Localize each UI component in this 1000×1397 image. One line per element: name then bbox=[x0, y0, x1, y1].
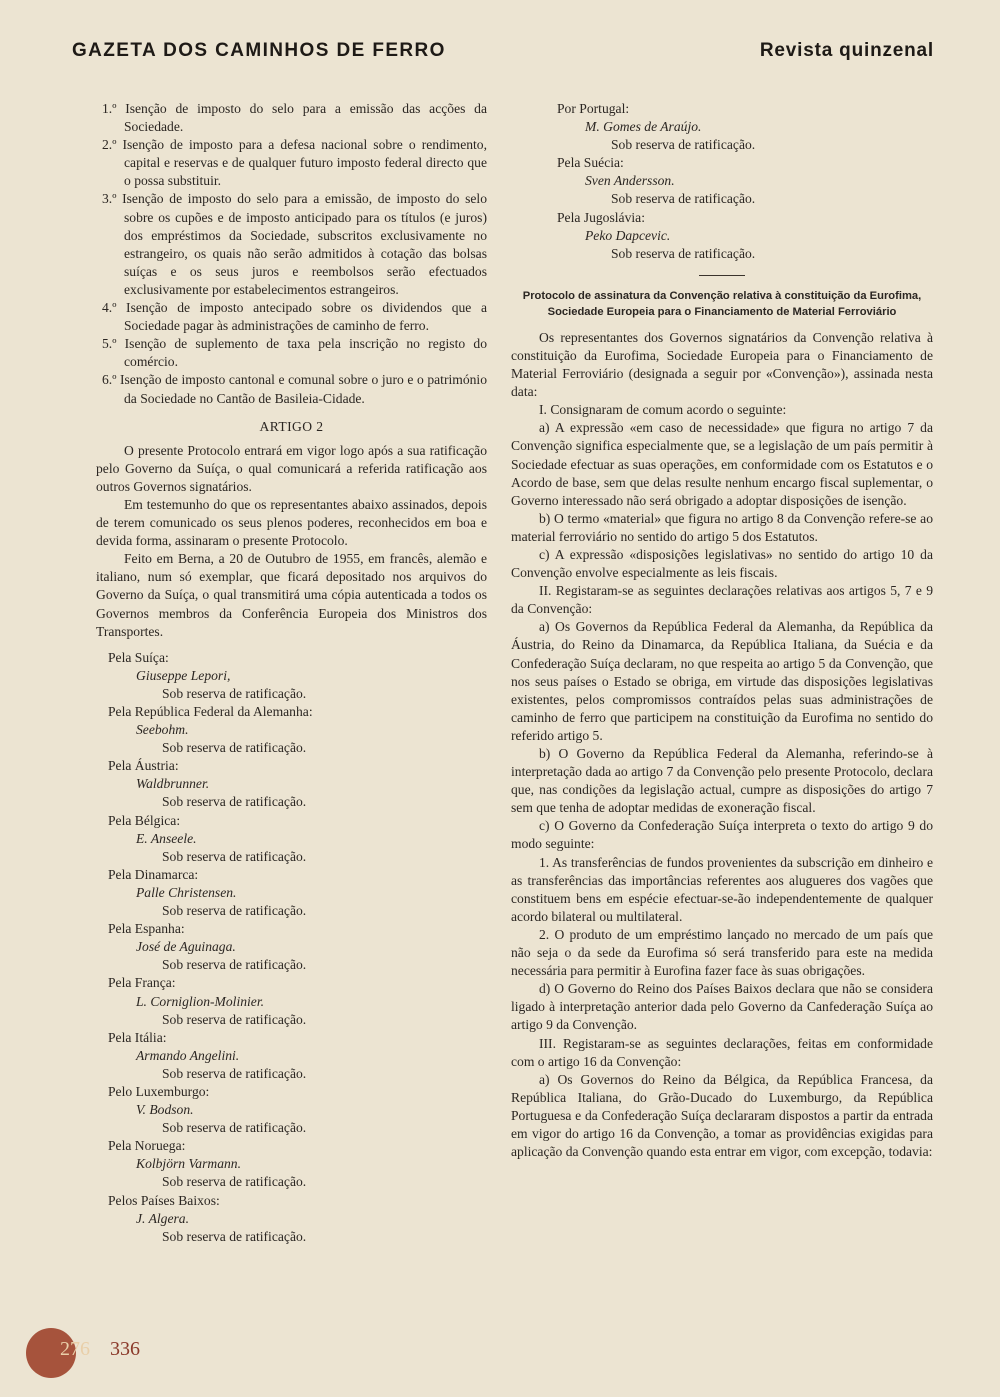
signature-country: Pela Espanha: bbox=[108, 921, 185, 937]
protocol-title: Protocolo de assinatura da Convenção relativa à constituição da Eurofima, Sociedade Europeia para o Financiamento de Material Ferroviário bbox=[522, 289, 922, 319]
paragraph: 2. O produto de um empréstimo lançado no mercado de um país que não seja o da sede da Eurofima só será transferido para este na medida necessária para permitir à Eurofina fazer face às suas obrigações. bbox=[511, 926, 933, 979]
signature-country: Pela Suíça: bbox=[108, 649, 169, 665]
signature-name: M. Gomes de Araújo. bbox=[585, 119, 702, 135]
signature-note: Sob reserva de ratificação. bbox=[611, 137, 756, 153]
signature-block bbox=[96, 920, 487, 974]
paragraph: Em testemunho do que os representantes abaixo assinados, depois de terem comunicado os seus plenos poderes, reconhecidos em boa e devida forma, assinaram o presente Protocolo. bbox=[96, 496, 487, 549]
signature-country: Pelo Luxemburgo: bbox=[108, 1083, 210, 1099]
signature-block bbox=[96, 1083, 487, 1137]
signature-note: Sob reserva de ratificação. bbox=[162, 740, 307, 756]
signature-block bbox=[96, 1137, 487, 1191]
signature-name: Kolbjörn Varmann. bbox=[136, 1156, 241, 1172]
page-number-new: 336 bbox=[110, 1338, 140, 1360]
list-item: 4.º Isenção de imposto antecipado sobre os dividendos que a Sociedade pagar às administrações de caminho de ferro. bbox=[102, 300, 487, 334]
signature-block bbox=[511, 209, 933, 263]
list-item: 2.º Isenção de imposto para a defesa nacional sobre o rendimento, capital e reservas e de qualquer futuro imposto federal directo que o possa substituir. bbox=[102, 137, 487, 189]
paragraph: c) O Governo da Confederação Suíça interpreta o texto do artigo 9 do modo seguinte: bbox=[511, 818, 933, 852]
signature-note: Sob reserva de ratificação. bbox=[162, 903, 307, 919]
signature-name: Waldbrunner. bbox=[136, 776, 210, 792]
signature-country: Pela Dinamarca: bbox=[108, 866, 199, 882]
list-item: 6.º Isenção de imposto cantonal e comunal sobre o juro e o património da Sociedade no Cantão de Basileia-Cidade. bbox=[102, 372, 487, 406]
signature-block bbox=[511, 154, 933, 208]
signature-country: Pela Áustria: bbox=[108, 758, 179, 774]
paragraph: Feito em Berna, a 20 de Outubro de 1955, em francês, alemão e italiano, num só exemplar, que ficará depositado nos arquivos do Governo da Suíça, o qual transmitirá uma cópia autenticada a todos os Governos membros da Conferência Europeia dos Ministros dos Transportes. bbox=[96, 551, 487, 639]
signature-note: Sob reserva de ratificação. bbox=[162, 1228, 307, 1244]
signature-country: Pela Itália: bbox=[108, 1029, 167, 1045]
section-divider bbox=[699, 275, 745, 276]
signature-block bbox=[96, 1192, 487, 1246]
signature-country: Pelos Países Baixos: bbox=[108, 1192, 220, 1208]
signature-country: Pela França: bbox=[108, 975, 176, 991]
signature-name: Peko Dapcevic. bbox=[585, 227, 671, 243]
page-header bbox=[72, 40, 934, 70]
signature-name: Palle Christensen. bbox=[136, 884, 237, 900]
signature-block bbox=[511, 100, 933, 154]
signature-country: Pela Noruega: bbox=[108, 1138, 186, 1154]
signature-note: Sob reserva de ratificação. bbox=[162, 1011, 307, 1027]
signature-note: Sob reserva de ratificação. bbox=[162, 1065, 307, 1081]
signature-note: Sob reserva de ratificação. bbox=[611, 245, 756, 261]
signature-country: Pela Bélgica: bbox=[108, 812, 181, 828]
signature-country: Pela Suécia: bbox=[557, 155, 624, 171]
paragraph: a) Os Governos do Reino da Bélgica, da República Francesa, da República Italiana, do Grão-Ducado do Luxemburgo, da República Portuguesa e da Confederação Suíça declararam dispostos a partir da entrada em vigor do artigo 16 da Convenção, a tomar as providências exigidas para aplicação da Convenção quando esta entrar em vigor, com excepção, todavia: bbox=[511, 1071, 933, 1160]
article-heading: ARTIGO 2 bbox=[259, 418, 324, 434]
signature-note: Sob reserva de ratificação. bbox=[162, 1120, 307, 1136]
paragraph: Os representantes dos Governos signatários da Convenção relativa à constituição da Eurofima, Sociedade Europeia para o Financiamento de Material Ferroviário (designada a seguir por «Convenção»), assinada nesta data: bbox=[511, 329, 933, 400]
paragraph: a) Os Governos da República Federal da Alemanha, da República da Áustria, do Reino da Dinamarca, da República Italiana, da Suécia e da Confederação Suíça declaram, no que respeita ao artigo 5 da Convenção, que nos seus países o Estado se obriga, em virtude das disposições legislativas existentes, pelos compromissos contraídos pelas suas administrações de caminho de ferro que participem na constituição da Eurofima no sentido do referido artigo 5. bbox=[511, 619, 933, 743]
signature-block bbox=[96, 866, 487, 920]
journal-subtitle: Revista quinzenal bbox=[759, 40, 934, 61]
signature-note: Sob reserva de ratificação. bbox=[162, 848, 307, 864]
signature-name: J. Algera. bbox=[136, 1210, 189, 1226]
paragraph: I. Consignaram de comum acordo o seguinte: bbox=[539, 402, 787, 418]
list-item: 1.º Isenção de imposto do selo para a emissão das acções da Sociedade. bbox=[102, 101, 487, 135]
page-number-old: 276 bbox=[60, 1338, 90, 1360]
paragraph: II. Registaram-se as seguintes declarações relativas aos artigos 5, 7 e 9 da Convenção: bbox=[511, 583, 933, 617]
list-item: 5.º Isenção de suplemento de taxa pela inscrição no registo do comércio. bbox=[102, 336, 487, 370]
journal-title: GAZETA DOS CAMINHOS DE FERRO bbox=[72, 40, 446, 61]
signature-name: Seebohm. bbox=[136, 722, 189, 738]
paragraph: a) A expressão «em caso de necessidade» que figura no artigo 7 da Convenção significa especialmente que, se a legislação de um país permitir à Sociedade efectuar as suas operações, em conformidade com os Estatutos e o Acordo de base, sem que delas resulte nenhum encargo fiscal suplementar, o Governo interessado não será obrigado a adoptar disposições de isenção. bbox=[511, 420, 933, 508]
signature-note: Sob reserva de ratificação. bbox=[162, 1174, 307, 1190]
signature-block bbox=[96, 757, 487, 811]
signature-name: L. Corniglion-Molinier. bbox=[136, 993, 265, 1009]
paragraph: b) O termo «material» que figura no artigo 8 da Convenção refere-se ao material ferroviário no sentido do artigo 5 dos Estatutos. bbox=[511, 510, 933, 544]
signature-name: Giuseppe Lepori, bbox=[136, 667, 231, 683]
signature-name: V. Bodson. bbox=[136, 1102, 194, 1118]
signature-note: Sob reserva de ratificação. bbox=[162, 794, 307, 810]
paragraph: c) A expressão «disposições legislativas» no sentido do artigo 10 da Convenção envolve especialmente as leis fiscais. bbox=[511, 546, 933, 581]
signature-block bbox=[96, 974, 487, 1028]
paragraph: III. Registaram-se as seguintes declarações, feitas em conformidade com o artigo 16 da Convenção: bbox=[511, 1035, 933, 1069]
paragraph: O presente Protocolo entrará em vigor logo após a sua ratificação pelo Governo da Suíça, o qual comunicará a referida ratificação aos outros Governos signatários. bbox=[96, 442, 487, 494]
signature-note: Sob reserva de ratificação. bbox=[611, 191, 756, 207]
signature-country: Pela República Federal da Alemanha: bbox=[108, 704, 313, 719]
paragraph: b) O Governo da República Federal da Alemanha, referindo-se à interpretação dada ao artigo 7 da Convenção pelo presente Protocolo, declara que, nas condições da legislação actual, cumpre as disposições do artigo 7 sem que tenha de adoptar medidas de exoneração fiscal. bbox=[511, 746, 933, 816]
signature-block bbox=[96, 812, 487, 866]
signature-name: José de Aguinaga. bbox=[136, 939, 236, 955]
signature-country: Pela Jugoslávia: bbox=[557, 209, 645, 225]
paragraph: 1. As transferências de fundos provenientes da subscrição em dinheiro e as transferências das importâncias referentes aos alugueres dos vagões que constituem bens em espécie efectuar-se-ão independentemente de qualquer acordo bilateral ou multilateral. bbox=[511, 854, 933, 924]
paragraph: d) O Governo do Reino dos Países Baixos declara que não se considera ligado à interpretação anterior dada pelo Governo da Canfederação Suíça ao artigo 9 da Convenção. bbox=[511, 981, 933, 1033]
signature-country: Por Portugal: bbox=[557, 101, 630, 116]
signature-name: Sven Andersson. bbox=[585, 173, 675, 189]
signature-note: Sob reserva de ratificação. bbox=[162, 957, 307, 973]
signature-name: Armando Angelini. bbox=[136, 1047, 240, 1063]
left-column bbox=[96, 100, 487, 1246]
signature-note: Sob reserva de ratificação. bbox=[162, 685, 307, 701]
signature-block bbox=[96, 1029, 487, 1083]
right-column bbox=[511, 100, 933, 1161]
signature-name: E. Anseele. bbox=[136, 830, 197, 846]
signature-block bbox=[96, 649, 487, 703]
list-item: 3.º Isenção de imposto do selo para a emissão, de imposto do selo sobre os cupões e de imposto anticipado para os títulos (e juros) dos empréstimos da Sociedade, subscritos exclusivamente no estrangeiro, os quais não serão admitidos à cotação das bolsas suíças e os seus juros e reembolsos serão efectuados exclusivamente por estabelecimentos estrangeiros. bbox=[102, 191, 487, 297]
signature-block bbox=[96, 703, 487, 757]
